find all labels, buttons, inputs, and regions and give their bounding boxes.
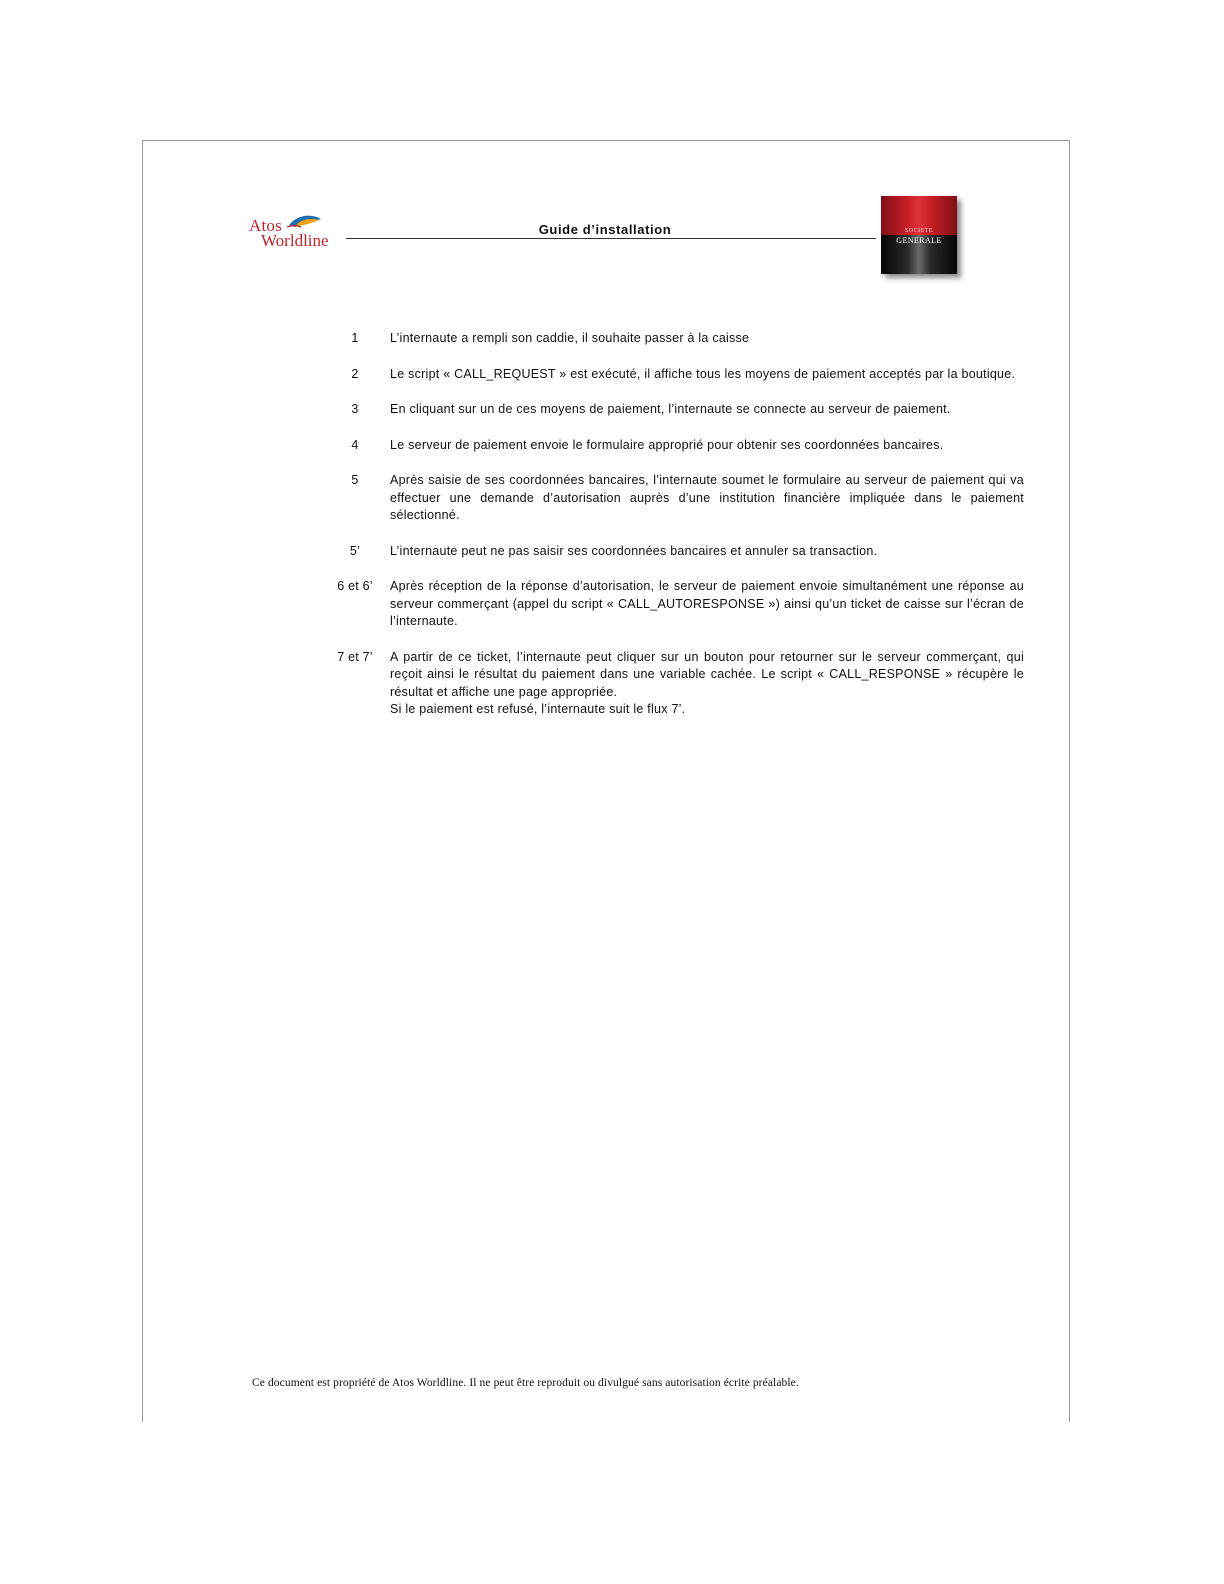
step-number: 5’ [349,543,361,558]
step-description [390,543,1024,561]
step-line: Après saisie de ses coordonnées bancaires, l’internaute soumet le formulaire au serveur de paiement qui va effectuer une demande d’autorisation auprès d’une institution financière impliquée dans le paiement sélectionné. [390,473,1024,522]
step-description [390,578,1024,631]
atos-worldline-logo [249,211,349,251]
step-line: A partir de ce ticket, l’internaute peut cliquer sur un bouton pour retourner sur le serveur commerçant, qui reçoit ainsi le résultat du paiement dans une variable cachée. Le script « CALL_RESPONSE » récupère le résultat et affiche une page appropriée. [390,649,1024,699]
step-number: 5 [351,473,359,487]
step-7 [320,649,1024,719]
step-4 [320,437,1024,455]
confidentiality-notice: Ce document est propriété de Atos Worldline. Il ne peut être reproduit ou divulgué sans autorisation écrite préalable. [252,1377,799,1389]
sg-logo-societe: SOCIETE [904,228,934,234]
step-3 [320,401,1024,419]
step-number: 6 et 6’ [337,579,373,593]
sg-logo-generale: GENERALE [896,236,942,245]
step-number: 3 [351,402,359,416]
step-line: Si le paiement est refusé, l’internaute suit le flux 7’. [390,702,686,716]
logo-atos-word: Atos [249,216,282,235]
step-number: 2 [351,366,359,381]
step-2 [320,366,1024,384]
step-description [390,366,1024,384]
logo-worldline-word: Worldline [261,231,329,250]
step-description [390,649,1024,719]
step-description [390,330,1024,348]
step-description [390,401,1024,419]
step-number: 1 [351,331,359,345]
step-number: 4 [351,437,359,452]
header-rule [346,238,876,239]
step-description [390,472,1024,525]
step-6 [320,578,1024,631]
step-line: En cliquant sur un de ces moyens de paiement, l’internaute se connecte au serveur de paiement. [390,402,951,416]
step-5 [320,472,1024,525]
step-number: 7 et 7’ [337,649,373,664]
flow-steps-list [320,330,1024,737]
step-5-prime [320,543,1024,561]
step-line: L’internaute peut ne pas saisir ses coordonnées bancaires et annuler sa transaction. [390,543,878,558]
document-title: Guide d’installation [538,222,672,237]
fish-icon [287,211,325,231]
step-line: L’internaute a rempli son caddie, il souhaite passer à la caisse [390,331,750,345]
step-line: Le serveur de paiement envoie le formulaire approprié pour obtenir ses coordonnées bancaires. [390,437,944,452]
societe-generale-logo [881,196,957,274]
step-1 [320,330,1024,348]
step-description [390,437,1024,455]
step-line: Le script « CALL_REQUEST » est exécuté, il affiche tous les moyens de paiement acceptés par la boutique. [390,366,1016,381]
step-line: Après réception de la réponse d’autorisation, le serveur de paiement envoie simultanément une réponse au serveur commerçant (appel du script « CALL_AUTORESPONSE ») ainsi qu’un ticket de caisse sur l’écran de l’internaute. [390,579,1024,628]
